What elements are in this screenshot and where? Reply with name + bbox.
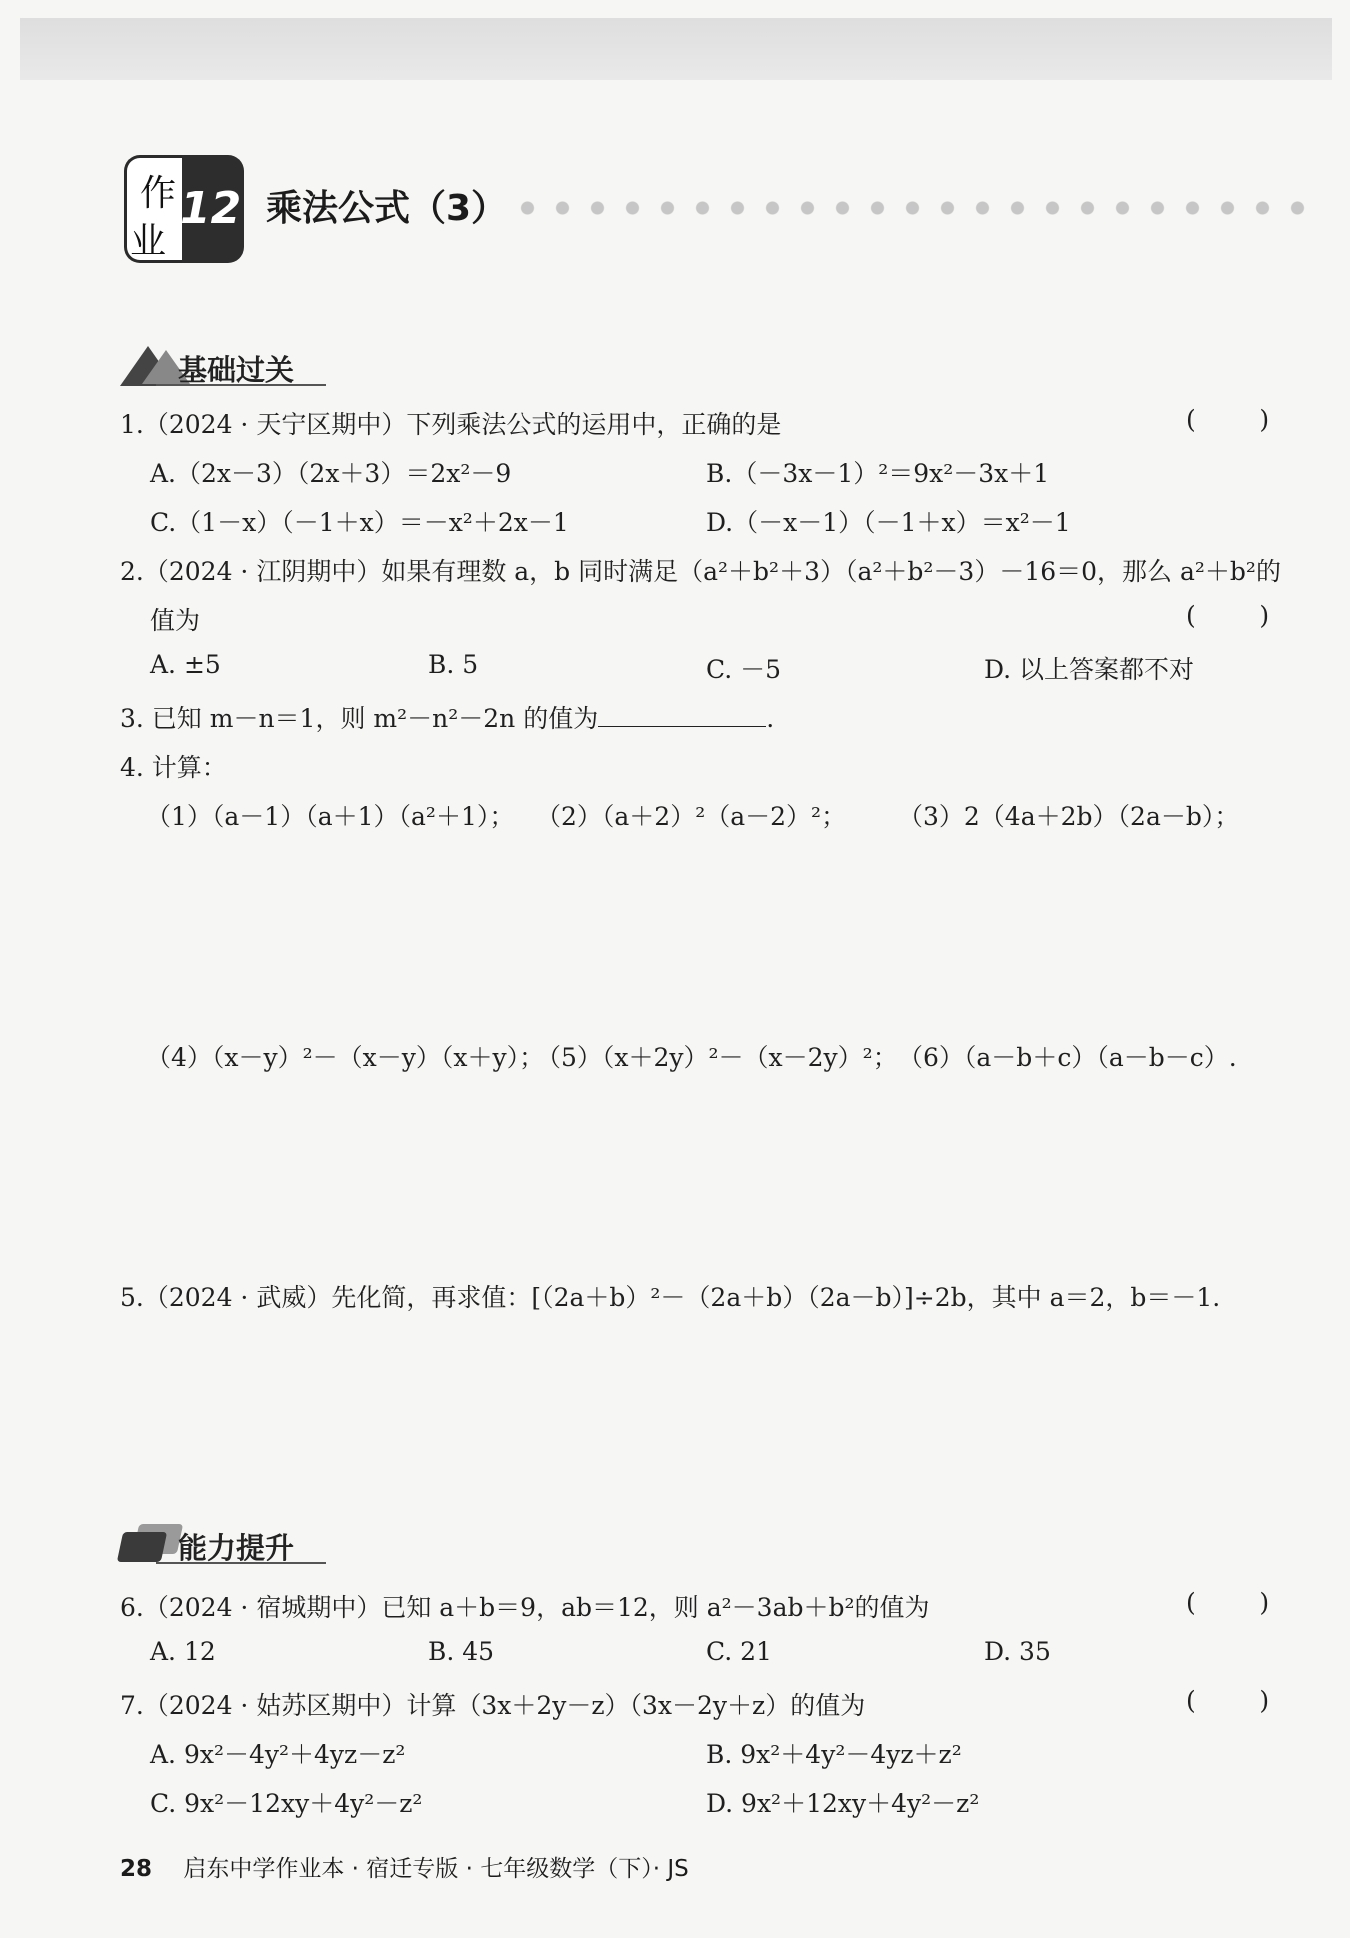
tag-word-top: 作 — [140, 173, 177, 214]
q4-part-5: （5）（x＋2y）²－（x－2y）²； — [536, 1043, 898, 1072]
q4-part-2: （2）（a＋2）²（a－2）²； — [536, 802, 847, 831]
q2-stem-cont: 值为 — [150, 606, 201, 635]
q2-option-c: C. －5 — [706, 655, 782, 684]
book-title: 启东中学作业本 · 宿迁专版 · 七年级数学（下）· JS — [183, 1856, 689, 1882]
q2-option-b: B. 5 — [428, 650, 479, 679]
q3-answer-blank[interactable] — [598, 706, 766, 727]
section-advanced-label: 能力提升 — [178, 1531, 295, 1565]
title-dots — [510, 200, 1320, 216]
q1-option-b: B.（－3x－1）²＝9x²－3x＋1 — [706, 459, 1050, 488]
top-band — [20, 18, 1332, 80]
q6-answer-paren[interactable]: ( ) — [1186, 1588, 1270, 1617]
q1-stem: 1.（2024 · 天宁区期中）下列乘法公式的运用中，正确的是 — [120, 410, 782, 439]
q3-end: . — [766, 704, 775, 733]
section-advanced — [120, 1524, 330, 1570]
tag-word-bottom: 业 — [130, 221, 167, 262]
q6-option-d: D. 35 — [984, 1637, 1051, 1666]
q2-option-a: A. ±5 — [150, 650, 221, 679]
q2-option-d: D. 以上答案都不对 — [984, 655, 1195, 684]
q6-option-c: C. 21 — [706, 1637, 772, 1666]
q7-option-a: A. 9x²－4y²＋4yz－z² — [150, 1740, 406, 1769]
q4-part-4: （4）（x－y）²－（x－y）（x＋y）； — [146, 1043, 545, 1072]
section-underline — [156, 384, 326, 386]
q5-text: 5.（2024 · 武威）先化简，再求值：[（2a＋b）²－（2a＋b）（2a－b）]÷2b，其中 a＝2，b＝－1. — [120, 1283, 1221, 1312]
q7-option-c: C. 9x²－12xy＋4y²－z² — [150, 1789, 423, 1818]
tag-number: 12 — [180, 183, 242, 234]
assignment-tag — [124, 155, 242, 263]
q7-option-d: D. 9x²＋12xy＋4y²－z² — [706, 1789, 980, 1818]
q2-answer-paren[interactable]: ( ) — [1186, 601, 1270, 630]
page-title: 乘法公式（3） — [266, 188, 508, 229]
block-icon — [117, 1532, 167, 1562]
page-number: 28 — [120, 1856, 153, 1882]
q4-part-3: （3）2（4a＋2b）（2a－b）； — [898, 802, 1240, 831]
q3-line — [120, 699, 774, 735]
page-footer — [120, 1850, 689, 1883]
q1-option-d: D.（－x－1）（－1＋x）＝x²－1 — [706, 508, 1071, 537]
q1-answer-paren[interactable]: ( ) — [1186, 405, 1270, 434]
section-basic-label: 基础过关 — [178, 353, 295, 387]
q6-option-a: A. 12 — [150, 1637, 216, 1666]
q1-option-a: A.（2x－3）（2x＋3）＝2x²－9 — [150, 459, 512, 488]
q3-text: 3. 已知 m－n＝1，则 m²－n²－2n 的值为 — [120, 704, 599, 733]
q1-option-c: C.（1－x）（－1＋x）＝－x²＋2x－1 — [150, 508, 569, 537]
q4-stem: 4. 计算： — [120, 753, 227, 782]
q6-option-b: B. 45 — [428, 1637, 495, 1666]
q7-answer-paren[interactable]: ( ) — [1186, 1686, 1270, 1715]
q7-stem: 7.（2024 · 姑苏区期中）计算（3x＋2y－z）（3x－2y＋z）的值为 — [120, 1691, 866, 1720]
q2-stem: 2.（2024 · 江阴期中）如果有理数 a，b 同时满足（a²＋b²＋3）（a²＋b²－3）－16＝0，那么 a²＋b²的 — [120, 557, 1281, 586]
q4-part-1: （1）（a－1）（a＋1）（a²＋1）； — [146, 802, 515, 831]
q7-option-b: B. 9x²＋4y²－4yz＋z² — [706, 1740, 962, 1769]
q4-part-6: （6）（a－b＋c）（a－b－c）. — [898, 1043, 1237, 1072]
section-underline — [156, 1562, 326, 1564]
section-basic — [120, 346, 330, 392]
q6-stem: 6.（2024 · 宿城期中）已知 a＋b＝9，ab＝12，则 a²－3ab＋b²的值为 — [120, 1593, 930, 1622]
